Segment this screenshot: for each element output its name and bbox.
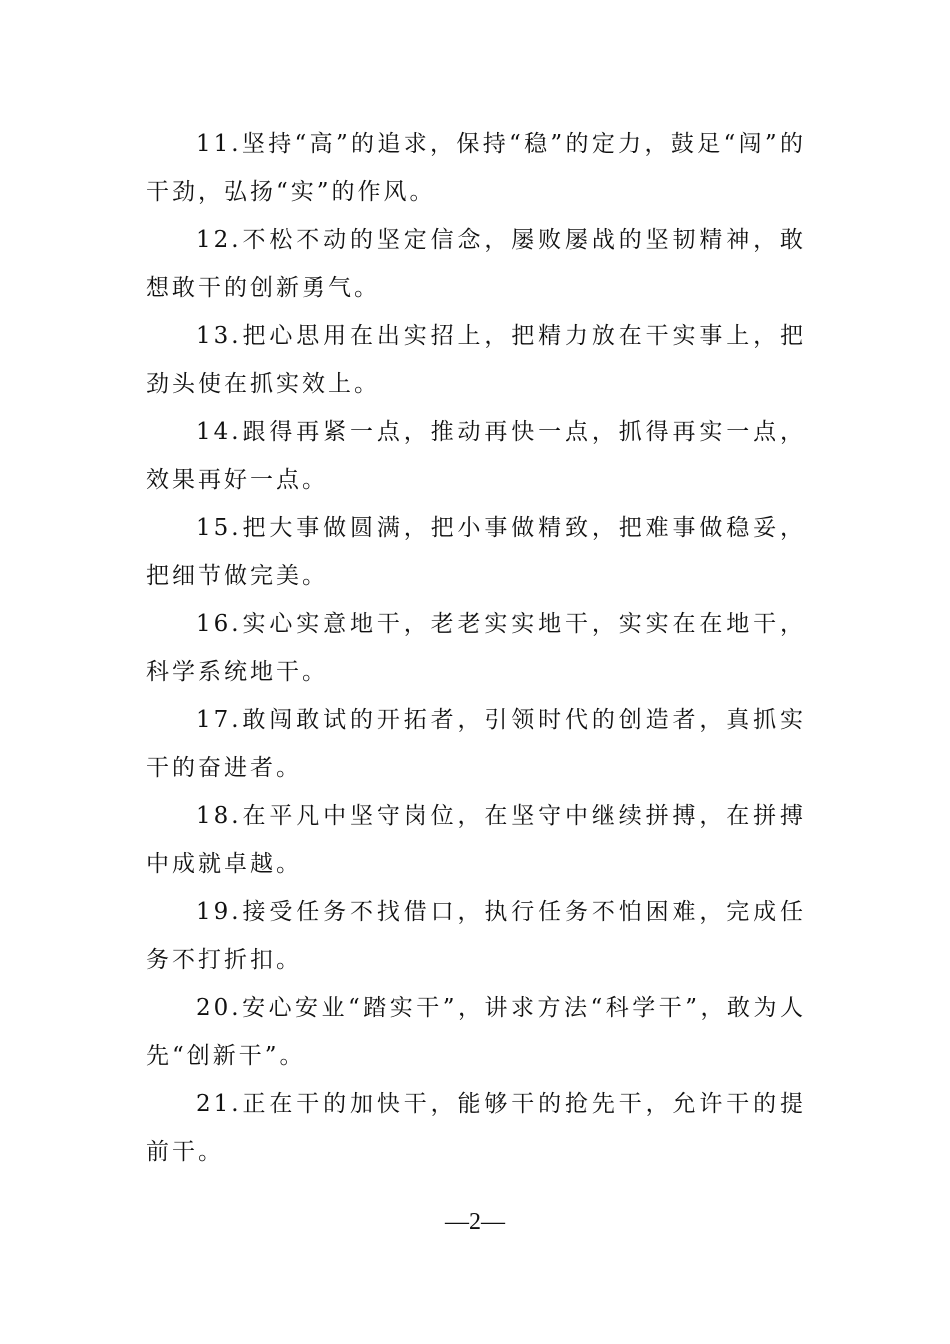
list-item: 11.坚持“高”的追求，保持“稳”的定力，鼓足“闯”的干劲，弘扬“实”的作风。 [146,131,806,205]
list-item: 18.在平凡中坚守岗位，在坚守中继续拼搏，在拼搏中成就卓越。 [146,803,806,877]
list-item: 21.正在干的加快干，能够干的抢先干，允许干的提前干。 [146,1091,806,1165]
list-item: 14.跟得再紧一点，推动再快一点，抓得再实一点，效果再好一点。 [146,419,806,493]
list-item: 13.把心思用在出实招上，把精力放在干实事上，把劲头使在抓实效上。 [146,323,806,397]
document-body [146,120,806,1176]
list-item: 15.把大事做圆满，把小事做精致，把难事做稳妥，把细节做完美。 [146,515,806,589]
list-item: 20.安心安业“踏实干”，讲求方法“科学干”，敢为人先“创新干”。 [146,995,806,1069]
list-item: 16.实心实意地干，老老实实地干，实实在在地干，科学系统地干。 [146,611,806,685]
page-number: —2— [445,1209,505,1235]
list-item: 17.敢闯敢试的开拓者，引领时代的创造者，真抓实干的奋进者。 [146,707,806,781]
list-item: 12.不松不动的坚定信念，屡败屡战的坚韧精神，敢想敢干的创新勇气。 [146,227,806,301]
list-item: 19.接受任务不找借口，执行任务不怕困难，完成任务不打折扣。 [146,899,806,973]
